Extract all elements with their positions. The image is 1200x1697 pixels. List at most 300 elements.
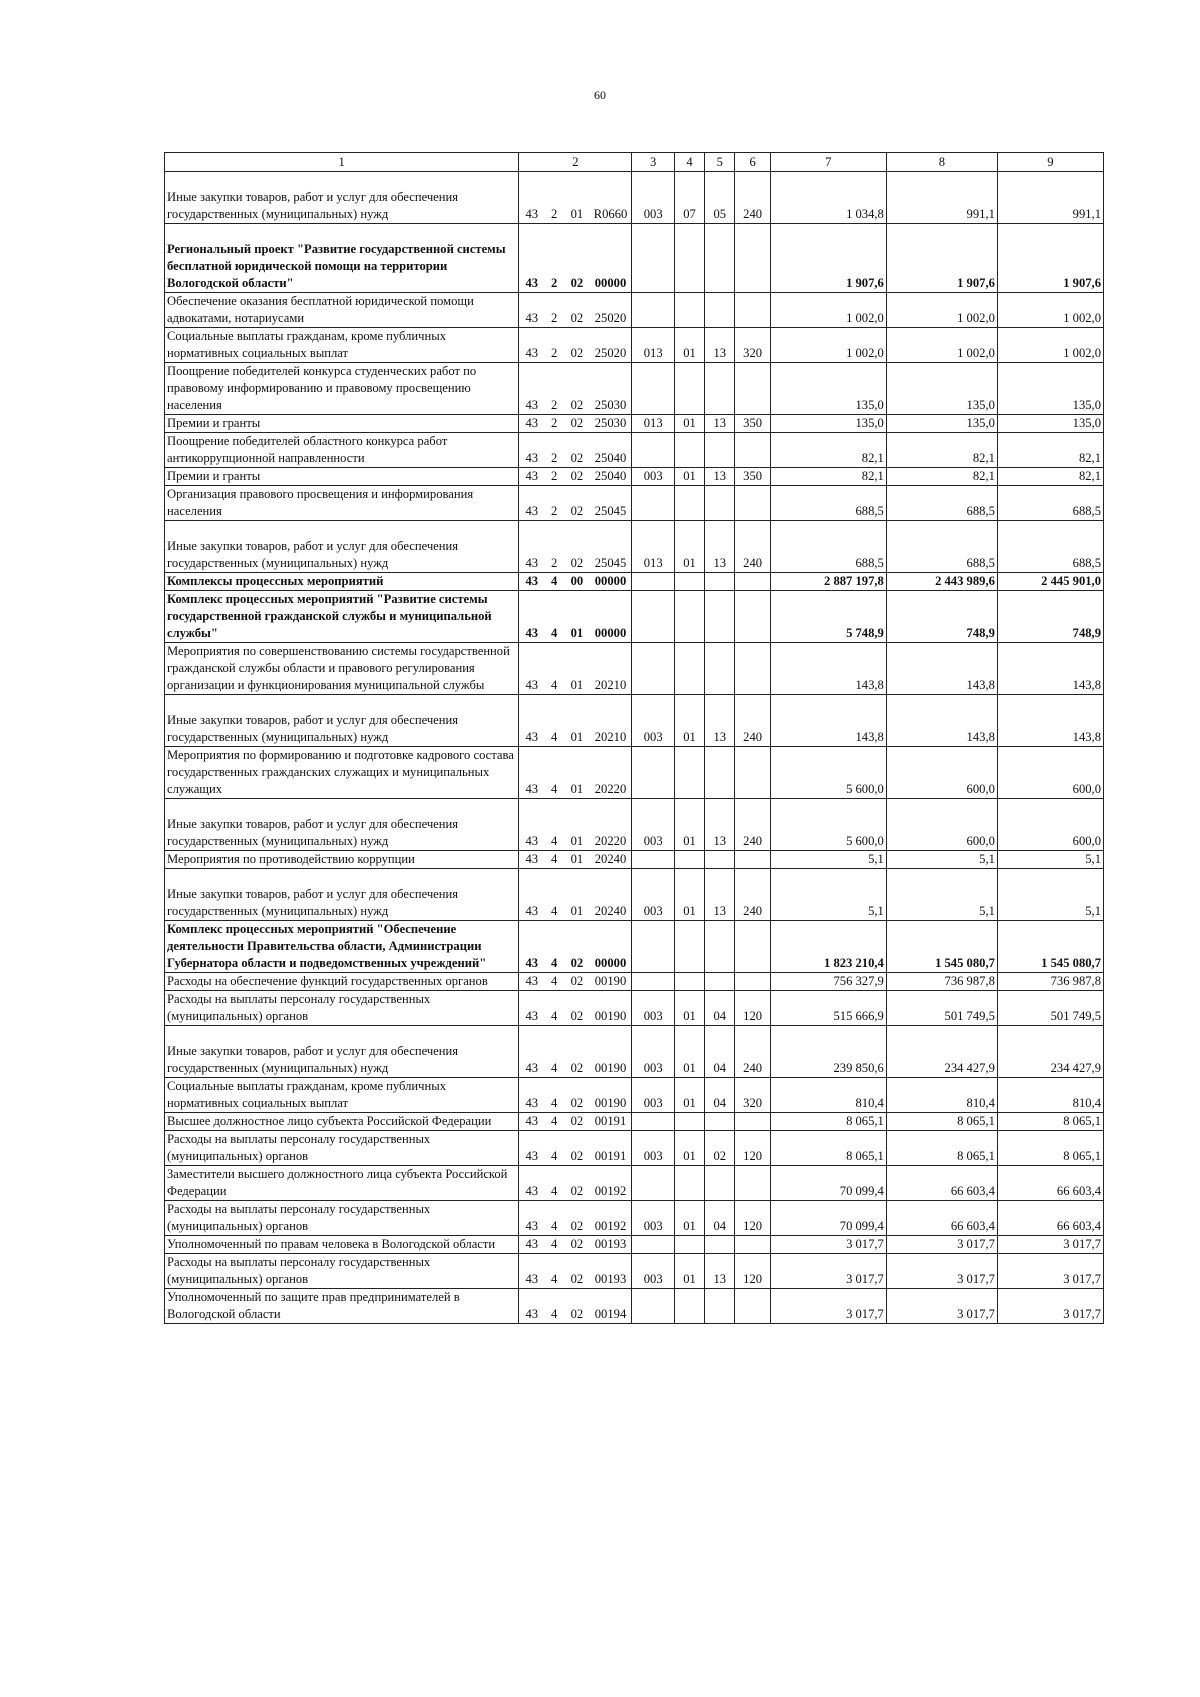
code-grbs <box>632 921 674 973</box>
code-section: 01 <box>674 1131 704 1166</box>
code-program: 43 <box>519 1166 544 1201</box>
code-sub-blank <box>564 799 589 817</box>
amount-year-2-blank <box>886 1026 997 1044</box>
amount-year-2: 2 443 989,6 <box>886 573 997 591</box>
code-type: 2 <box>544 538 564 573</box>
code-type: 2 <box>544 433 564 468</box>
code-expense-type: 320 <box>735 328 770 363</box>
row-name: Региональный проект "Развитие государственной системы бесплатной юридической помощи на территории Вологодской области" <box>165 241 519 293</box>
code-expense-type-blank <box>735 799 770 817</box>
code-direction: 20210 <box>590 643 632 695</box>
code-grbs-blank <box>632 695 674 713</box>
code-sub-blank <box>564 172 589 190</box>
amount-year-2: 688,5 <box>886 538 997 573</box>
code-subsection <box>705 293 735 328</box>
row-name: Мероприятия по противодействию коррупции <box>165 851 519 869</box>
code-sub-blank <box>564 695 589 713</box>
code-expense-type: 240 <box>735 1043 770 1078</box>
code-sub: 00 <box>564 573 589 591</box>
table-row-spacer <box>165 799 1104 817</box>
code-program: 43 <box>519 991 544 1026</box>
table-row <box>165 468 1104 486</box>
row-name: Уполномоченный по защите прав предпринимателей в Вологодской области <box>165 1289 519 1324</box>
code-direction: 20240 <box>590 886 632 921</box>
code-type-blank <box>544 799 564 817</box>
amount-year-2: 501 749,5 <box>886 991 997 1026</box>
code-grbs <box>632 851 674 869</box>
code-sub: 02 <box>564 433 589 468</box>
code-program: 43 <box>519 643 544 695</box>
header-col-4: 4 <box>674 153 704 172</box>
amount-year-1: 3 017,7 <box>770 1236 886 1254</box>
header-col-5: 5 <box>705 153 735 172</box>
code-sub: 02 <box>564 1254 589 1289</box>
code-direction: 00194 <box>590 1289 632 1324</box>
code-expense-type: 120 <box>735 1131 770 1166</box>
row-name-blank <box>165 521 519 539</box>
code-program: 43 <box>519 1289 544 1324</box>
code-type: 2 <box>544 293 564 328</box>
amount-year-2: 5,1 <box>886 851 997 869</box>
amount-year-1: 1 002,0 <box>770 293 886 328</box>
table-row <box>165 293 1104 328</box>
code-type: 2 <box>544 189 564 224</box>
code-expense-type: 350 <box>735 415 770 433</box>
code-grbs-blank <box>632 1026 674 1044</box>
row-name-blank <box>165 1026 519 1044</box>
table-row <box>165 486 1104 521</box>
code-grbs-blank <box>632 799 674 817</box>
table-row <box>165 643 1104 695</box>
code-program-blank <box>519 1026 544 1044</box>
table-row <box>165 747 1104 799</box>
code-subsection: 02 <box>705 1131 735 1166</box>
code-subsection <box>705 1113 735 1131</box>
code-expense-type: 240 <box>735 886 770 921</box>
code-section: 01 <box>674 816 704 851</box>
code-sub: 02 <box>564 1078 589 1113</box>
code-program: 43 <box>519 573 544 591</box>
amount-year-2: 736 987,8 <box>886 973 997 991</box>
amount-year-3: 3 017,7 <box>997 1236 1103 1254</box>
amount-year-3-blank <box>997 695 1103 713</box>
code-grbs <box>632 1113 674 1131</box>
code-subsection: 13 <box>705 328 735 363</box>
code-section <box>674 573 704 591</box>
amount-year-2: 8 065,1 <box>886 1131 997 1166</box>
code-section: 01 <box>674 1043 704 1078</box>
code-section-blank <box>674 695 704 713</box>
code-section <box>674 747 704 799</box>
code-sub: 02 <box>564 1236 589 1254</box>
code-subsection: 13 <box>705 1254 735 1289</box>
code-expense-type <box>735 1113 770 1131</box>
code-sub: 02 <box>564 1166 589 1201</box>
amount-year-2: 1 545 080,7 <box>886 921 997 973</box>
amount-year-3: 8 065,1 <box>997 1113 1103 1131</box>
code-subsection: 13 <box>705 816 735 851</box>
code-grbs <box>632 643 674 695</box>
amount-year-3: 66 603,4 <box>997 1201 1103 1236</box>
code-type: 4 <box>544 921 564 973</box>
code-direction: 00193 <box>590 1254 632 1289</box>
amount-year-1: 5 600,0 <box>770 816 886 851</box>
code-grbs: 013 <box>632 415 674 433</box>
code-sub-blank <box>564 521 589 539</box>
amount-year-3-blank <box>997 869 1103 887</box>
code-subsection: 13 <box>705 538 735 573</box>
table-row-spacer <box>165 869 1104 887</box>
code-sub: 01 <box>564 816 589 851</box>
amount-year-2: 1 002,0 <box>886 293 997 328</box>
code-subsection: 13 <box>705 415 735 433</box>
code-sub: 01 <box>564 747 589 799</box>
code-subsection: 13 <box>705 712 735 747</box>
amount-year-3: 748,9 <box>997 591 1103 643</box>
code-program: 43 <box>519 591 544 643</box>
code-direction-blank <box>590 224 632 242</box>
code-expense-type <box>735 1166 770 1201</box>
code-direction: 00192 <box>590 1201 632 1236</box>
amount-year-1-blank <box>770 695 886 713</box>
code-program-blank <box>519 224 544 242</box>
code-type: 4 <box>544 1078 564 1113</box>
code-direction: R0660 <box>590 189 632 224</box>
row-name: Мероприятия по совершенствованию системы государственной гражданской службы области и правового регулирования организации и функционирования муниципальной службы <box>165 643 519 695</box>
code-subsection <box>705 573 735 591</box>
code-grbs-blank <box>632 224 674 242</box>
code-type: 4 <box>544 747 564 799</box>
code-program: 43 <box>519 415 544 433</box>
code-expense-type: 320 <box>735 1078 770 1113</box>
table-row-spacer <box>165 224 1104 242</box>
code-expense-type: 240 <box>735 189 770 224</box>
row-name: Организация правового просвещения и информирования населения <box>165 486 519 521</box>
code-section: 01 <box>674 1078 704 1113</box>
row-name: Мероприятия по формированию и подготовке кадрового состава государственных гражданских служащих и муниципальных служащих <box>165 747 519 799</box>
amount-year-2-blank <box>886 521 997 539</box>
code-type: 4 <box>544 591 564 643</box>
amount-year-3-blank <box>997 172 1103 190</box>
code-grbs: 003 <box>632 1201 674 1236</box>
code-sub: 01 <box>564 851 589 869</box>
code-type: 4 <box>544 991 564 1026</box>
code-sub: 01 <box>564 643 589 695</box>
amount-year-2: 991,1 <box>886 189 997 224</box>
amount-year-1-blank <box>770 1026 886 1044</box>
amount-year-3: 82,1 <box>997 433 1103 468</box>
code-expense-type <box>735 241 770 293</box>
code-expense-type-blank <box>735 869 770 887</box>
table-row-spacer <box>165 695 1104 713</box>
row-name-blank <box>165 869 519 887</box>
amount-year-2-blank <box>886 172 997 190</box>
row-name-blank <box>165 224 519 242</box>
code-direction: 00000 <box>590 591 632 643</box>
code-grbs: 003 <box>632 816 674 851</box>
code-program: 43 <box>519 886 544 921</box>
code-direction: 00000 <box>590 573 632 591</box>
code-direction: 25045 <box>590 486 632 521</box>
code-grbs: 003 <box>632 189 674 224</box>
table-row <box>165 1166 1104 1201</box>
header-col-6: 6 <box>735 153 770 172</box>
code-expense-type: 350 <box>735 468 770 486</box>
code-expense-type <box>735 293 770 328</box>
amount-year-2: 3 017,7 <box>886 1254 997 1289</box>
amount-year-1: 5 748,9 <box>770 591 886 643</box>
amount-year-2: 135,0 <box>886 415 997 433</box>
amount-year-3: 8 065,1 <box>997 1131 1103 1166</box>
code-program: 43 <box>519 328 544 363</box>
amount-year-3: 5,1 <box>997 886 1103 921</box>
amount-year-1: 5,1 <box>770 851 886 869</box>
code-type-blank <box>544 869 564 887</box>
code-expense-type <box>735 921 770 973</box>
code-expense-type-blank <box>735 1026 770 1044</box>
code-direction: 20210 <box>590 712 632 747</box>
code-sub: 01 <box>564 591 589 643</box>
amount-year-2: 66 603,4 <box>886 1166 997 1201</box>
code-subsection <box>705 851 735 869</box>
code-grbs: 003 <box>632 1078 674 1113</box>
amount-year-2: 5,1 <box>886 886 997 921</box>
amount-year-3-blank <box>997 224 1103 242</box>
code-expense-type-blank <box>735 224 770 242</box>
table-row <box>165 851 1104 869</box>
amount-year-1-blank <box>770 799 886 817</box>
code-section: 01 <box>674 1254 704 1289</box>
code-grbs <box>632 363 674 415</box>
code-type: 4 <box>544 1254 564 1289</box>
code-section <box>674 486 704 521</box>
table-row <box>165 991 1104 1026</box>
code-sub: 02 <box>564 293 589 328</box>
code-program: 43 <box>519 1254 544 1289</box>
code-program: 43 <box>519 189 544 224</box>
amount-year-3: 1 545 080,7 <box>997 921 1103 973</box>
code-expense-type: 120 <box>735 1254 770 1289</box>
row-name: Иные закупки товаров, работ и услуг для обеспечения государственных (муниципальных) нужд <box>165 189 519 224</box>
code-sub: 02 <box>564 486 589 521</box>
row-name: Высшее должностное лицо субъекта Российской Федерации <box>165 1113 519 1131</box>
code-section <box>674 643 704 695</box>
code-section: 01 <box>674 328 704 363</box>
code-direction: 25040 <box>590 468 632 486</box>
code-grbs: 013 <box>632 538 674 573</box>
code-direction: 20220 <box>590 747 632 799</box>
code-expense-type <box>735 973 770 991</box>
code-sub-blank <box>564 869 589 887</box>
amount-year-2: 143,8 <box>886 643 997 695</box>
code-program: 43 <box>519 1236 544 1254</box>
code-grbs <box>632 973 674 991</box>
table-row <box>165 886 1104 921</box>
code-sub: 02 <box>564 1113 589 1131</box>
header-col-3: 3 <box>632 153 674 172</box>
code-direction: 00190 <box>590 991 632 1026</box>
code-section: 01 <box>674 538 704 573</box>
amount-year-2: 143,8 <box>886 712 997 747</box>
code-direction: 25020 <box>590 293 632 328</box>
code-program: 43 <box>519 1201 544 1236</box>
amount-year-3: 234 427,9 <box>997 1043 1103 1078</box>
code-subsection <box>705 591 735 643</box>
table-row <box>165 1289 1104 1324</box>
table-row <box>165 573 1104 591</box>
code-section: 01 <box>674 886 704 921</box>
amount-year-1: 2 887 197,8 <box>770 573 886 591</box>
code-grbs <box>632 241 674 293</box>
amount-year-1: 5 600,0 <box>770 747 886 799</box>
code-grbs: 003 <box>632 1043 674 1078</box>
code-type: 4 <box>544 886 564 921</box>
code-program: 43 <box>519 712 544 747</box>
code-direction: 25045 <box>590 538 632 573</box>
code-program: 43 <box>519 538 544 573</box>
code-section <box>674 851 704 869</box>
amount-year-3: 600,0 <box>997 747 1103 799</box>
code-program: 43 <box>519 1113 544 1131</box>
code-grbs-blank <box>632 521 674 539</box>
code-expense-type <box>735 1289 770 1324</box>
amount-year-3: 3 017,7 <box>997 1289 1103 1324</box>
code-subsection-blank <box>705 1026 735 1044</box>
code-sub: 02 <box>564 1043 589 1078</box>
row-name: Заместители высшего должностного лица субъекта Российской Федерации <box>165 1166 519 1201</box>
code-grbs <box>632 573 674 591</box>
row-name: Социальные выплаты гражданам, кроме публичных нормативных социальных выплат <box>165 1078 519 1113</box>
amount-year-2: 234 427,9 <box>886 1043 997 1078</box>
code-sub: 02 <box>564 415 589 433</box>
code-sub: 02 <box>564 363 589 415</box>
table-row <box>165 363 1104 415</box>
amount-year-1: 70 099,4 <box>770 1166 886 1201</box>
table-row <box>165 1131 1104 1166</box>
code-type: 4 <box>544 1166 564 1201</box>
row-name: Расходы на выплаты персоналу государственных (муниципальных) органов <box>165 1254 519 1289</box>
row-name: Иные закупки товаров, работ и услуг для обеспечения государственных (муниципальных) нужд <box>165 886 519 921</box>
amount-year-3: 3 017,7 <box>997 1254 1103 1289</box>
code-program: 43 <box>519 816 544 851</box>
code-direction: 00192 <box>590 1166 632 1201</box>
code-program-blank <box>519 799 544 817</box>
amount-year-3: 501 749,5 <box>997 991 1103 1026</box>
code-sub-blank <box>564 1026 589 1044</box>
code-subsection-blank <box>705 869 735 887</box>
code-grbs-blank <box>632 869 674 887</box>
amount-year-3: 736 987,8 <box>997 973 1103 991</box>
code-sub-blank <box>564 224 589 242</box>
amount-year-1: 8 065,1 <box>770 1131 886 1166</box>
code-subsection-blank <box>705 521 735 539</box>
code-type: 2 <box>544 415 564 433</box>
code-subsection <box>705 973 735 991</box>
amount-year-3: 5,1 <box>997 851 1103 869</box>
code-type: 4 <box>544 1131 564 1166</box>
code-sub: 02 <box>564 328 589 363</box>
amount-year-1: 515 666,9 <box>770 991 886 1026</box>
amount-year-3: 600,0 <box>997 816 1103 851</box>
code-type: 4 <box>544 816 564 851</box>
code-subsection-blank <box>705 695 735 713</box>
code-grbs: 003 <box>632 1131 674 1166</box>
amount-year-3: 688,5 <box>997 486 1103 521</box>
code-type-blank <box>544 1026 564 1044</box>
code-sub: 02 <box>564 1201 589 1236</box>
amount-year-2: 135,0 <box>886 363 997 415</box>
code-subsection <box>705 1289 735 1324</box>
code-expense-type <box>735 851 770 869</box>
code-sub: 02 <box>564 921 589 973</box>
code-subsection <box>705 1236 735 1254</box>
row-name: Поощрение победителей конкурса студенческих работ по правовому информированию и правовому просвещению населения <box>165 363 519 415</box>
amount-year-1: 756 327,9 <box>770 973 886 991</box>
amount-year-1: 143,8 <box>770 712 886 747</box>
code-program: 43 <box>519 1078 544 1113</box>
code-section-blank <box>674 172 704 190</box>
code-sub: 02 <box>564 538 589 573</box>
code-expense-type <box>735 1236 770 1254</box>
code-expense-type <box>735 363 770 415</box>
code-section <box>674 1113 704 1131</box>
code-subsection: 13 <box>705 886 735 921</box>
code-direction-blank <box>590 521 632 539</box>
amount-year-3: 1 002,0 <box>997 328 1103 363</box>
amount-year-3: 810,4 <box>997 1078 1103 1113</box>
header-col-9: 9 <box>997 153 1103 172</box>
amount-year-3: 2 445 901,0 <box>997 573 1103 591</box>
code-section <box>674 241 704 293</box>
code-section-blank <box>674 869 704 887</box>
table-row <box>165 1236 1104 1254</box>
code-expense-type: 120 <box>735 991 770 1026</box>
code-grbs <box>632 591 674 643</box>
code-program: 43 <box>519 1131 544 1166</box>
row-name: Иные закупки товаров, работ и услуг для обеспечения государственных (муниципальных) нужд <box>165 538 519 573</box>
code-type: 2 <box>544 328 564 363</box>
code-direction: 25020 <box>590 328 632 363</box>
code-program-blank <box>519 172 544 190</box>
table-row <box>165 1201 1104 1236</box>
table-row <box>165 973 1104 991</box>
amount-year-3: 688,5 <box>997 538 1103 573</box>
code-program-blank <box>519 869 544 887</box>
row-name-blank <box>165 799 519 817</box>
amount-year-3: 66 603,4 <box>997 1166 1103 1201</box>
table-row <box>165 538 1104 573</box>
code-direction: 00000 <box>590 241 632 293</box>
code-grbs <box>632 1166 674 1201</box>
code-section <box>674 921 704 973</box>
row-name: Иные закупки товаров, работ и услуг для обеспечения государственных (муниципальных) нужд <box>165 712 519 747</box>
row-name: Иные закупки товаров, работ и услуг для обеспечения государственных (муниципальных) нужд <box>165 1043 519 1078</box>
code-expense-type <box>735 573 770 591</box>
code-expense-type-blank <box>735 521 770 539</box>
row-name-blank <box>165 695 519 713</box>
code-type: 2 <box>544 468 564 486</box>
code-program: 43 <box>519 973 544 991</box>
amount-year-3: 143,8 <box>997 712 1103 747</box>
amount-year-3: 135,0 <box>997 363 1103 415</box>
code-grbs <box>632 486 674 521</box>
amount-year-3-blank <box>997 521 1103 539</box>
code-subsection <box>705 241 735 293</box>
code-section <box>674 973 704 991</box>
code-type-blank <box>544 224 564 242</box>
amount-year-1: 70 099,4 <box>770 1201 886 1236</box>
code-subsection: 04 <box>705 1043 735 1078</box>
